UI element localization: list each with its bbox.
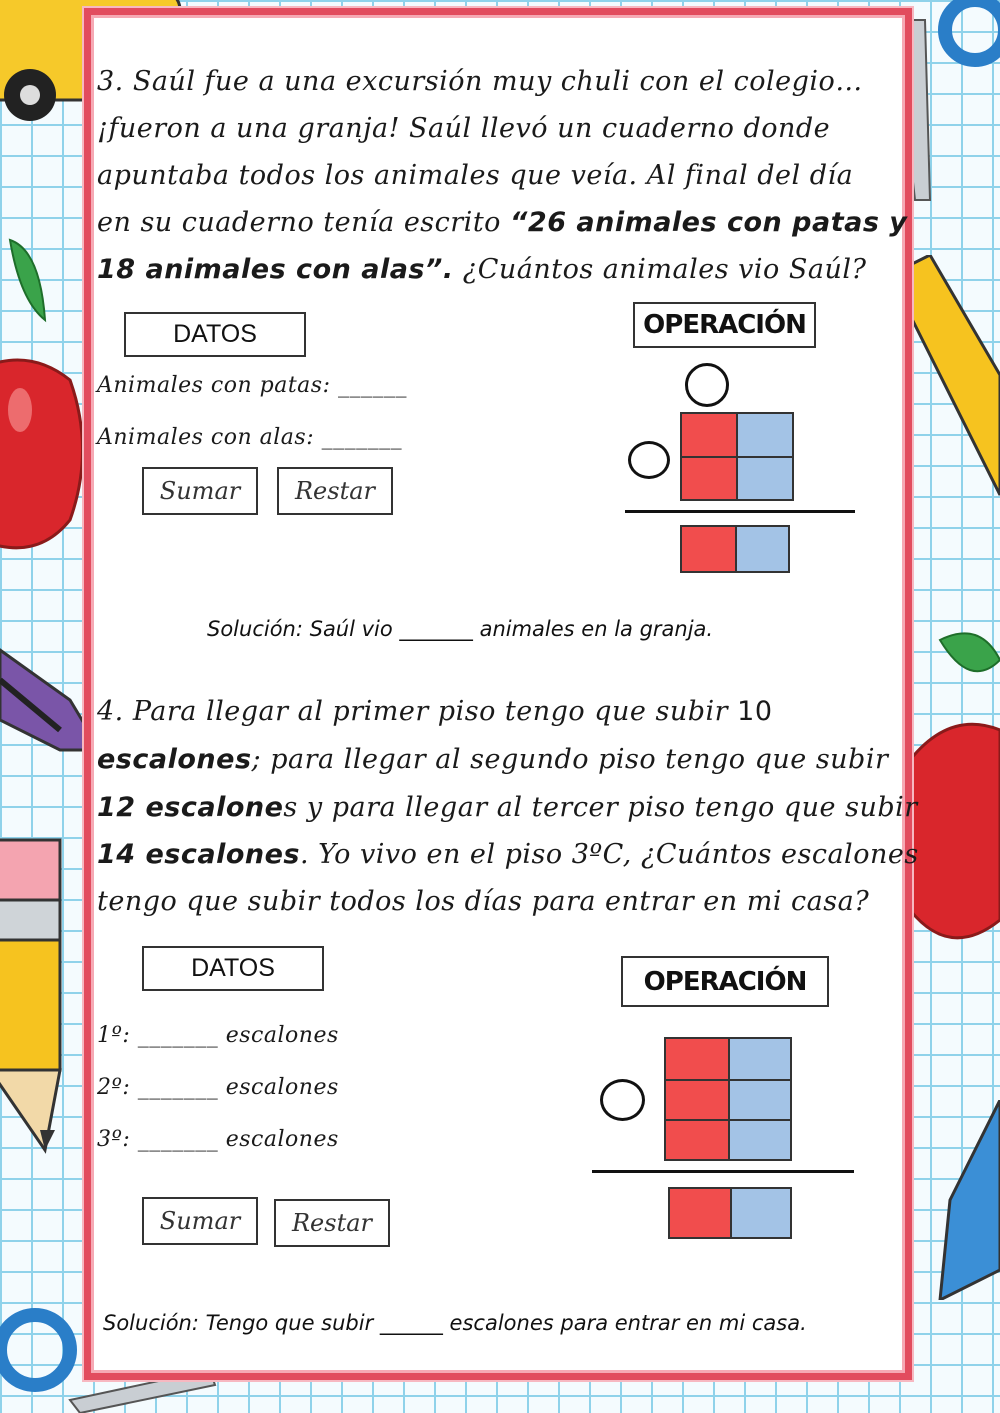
- problem3-line-1: 3. Saúl fue a una excursión muy chuli con el colegio…: [97, 66, 863, 97]
- problem4-line-3-bold: 12 escalone: [97, 792, 284, 823]
- problem4-line-2-text: ; para llegar al segundo piso tengo que subir: [251, 744, 889, 775]
- problem3-units-cell-2[interactable]: [736, 456, 794, 501]
- problem4-line-5: tengo que subir todos los días para entrar en mi casa?: [97, 886, 870, 917]
- problem4-tens-cell-2[interactable]: [664, 1079, 730, 1121]
- problem4-line-1-text: 4. Para llegar al primer piso tengo que subir: [97, 696, 738, 727]
- pencil-left-illustration: [0, 830, 90, 1160]
- problem4-units-cell-1[interactable]: [728, 1037, 792, 1081]
- blue-crayon-illustration: [920, 1100, 1000, 1300]
- problem4-line-3-text: s y para llegar al tercer piso tengo que subir: [283, 792, 918, 823]
- problem4-data-first[interactable]: 1º: _______ escalones: [97, 1023, 339, 1048]
- problem3-line-5: [97, 246, 887, 293]
- problem4-data-second[interactable]: 2º: _______ escalones: [97, 1075, 339, 1100]
- problem3-line-4: [97, 199, 908, 246]
- problem3-result-tens-cell[interactable]: [680, 525, 737, 573]
- problem4-sum-line: [592, 1170, 854, 1173]
- problem4-line-2: [97, 736, 887, 783]
- problem4-data-third[interactable]: 3º: _______ escalones: [97, 1127, 339, 1152]
- problem4-tens-cell-3[interactable]: [664, 1119, 730, 1161]
- problem3-line-5-bold: 18 animales con alas”.: [97, 254, 454, 285]
- problem4-datos-label: DATOS: [142, 946, 324, 991]
- problem4-operacion-label: OPERACIÓN: [621, 956, 829, 1007]
- apple-illustration: [0, 210, 90, 570]
- problem3-carry-circle[interactable]: [685, 363, 729, 407]
- problem3-datos-label: DATOS: [124, 312, 306, 357]
- problem3-units-cell-1[interactable]: [736, 412, 794, 458]
- problem3-operacion-label: OPERACIÓN: [633, 302, 816, 348]
- problem4-result-units-cell[interactable]: [730, 1187, 792, 1239]
- problem4-sumar-button[interactable]: Sumar: [142, 1197, 258, 1245]
- problem3-line-3: apuntaba todos los animales que veía. Al final del día: [97, 160, 854, 191]
- problem4-units-cell-3[interactable]: [728, 1119, 792, 1161]
- problem3-solution[interactable]: Solución: Saúl vio _______ animales en la granja.: [207, 617, 714, 641]
- problem4-line-3: [97, 784, 918, 831]
- problem3-line-5-text: ¿Cuántos animales vio Saúl?: [453, 254, 867, 285]
- problem3-restar-button[interactable]: Restar: [277, 467, 393, 515]
- problem3-line-2: ¡fueron a una granja! Saúl llevó un cuaderno donde: [97, 113, 831, 144]
- problem4-restar-button[interactable]: Restar: [274, 1199, 390, 1247]
- problem3-sumar-button[interactable]: Sumar: [142, 467, 258, 515]
- problem4-line-4-text: . Yo vivo en el piso 3ºC, ¿Cuántos escalones: [300, 839, 919, 870]
- problem3-tens-cell-1[interactable]: [680, 412, 738, 458]
- problem3-data-patas[interactable]: Animales con patas: ______: [97, 373, 407, 398]
- problem4-line-1-number: 10: [737, 696, 773, 727]
- problem3-line-4-text: en su cuaderno tenía escrito: [97, 207, 501, 238]
- problem3-data-alas[interactable]: Animales con alas: _______: [97, 425, 403, 450]
- problem4-operator-circle[interactable]: [600, 1079, 645, 1121]
- problem4-line-2-bold: escalones: [97, 744, 252, 775]
- problem3-line-4-bold: “26 animales con patas y: [510, 207, 908, 238]
- problem4-units-cell-2[interactable]: [728, 1079, 792, 1121]
- problem4-solution[interactable]: Solución: Tengo que subir ______ escalones para entrar en mi casa.: [103, 1311, 807, 1335]
- problem4-line-4-bold: 14 escalones: [97, 839, 300, 870]
- problem3-result-units-cell[interactable]: [735, 525, 790, 573]
- problem4-line-4: [97, 831, 919, 878]
- problem3-sum-line: [625, 510, 855, 513]
- problem3-tens-cell-2[interactable]: [680, 456, 738, 501]
- problem4-result-tens-cell[interactable]: [668, 1187, 732, 1239]
- problem3-operator-circle[interactable]: [628, 441, 670, 479]
- problem4-line-1: [97, 688, 887, 735]
- problem4-tens-cell-1[interactable]: [664, 1037, 730, 1081]
